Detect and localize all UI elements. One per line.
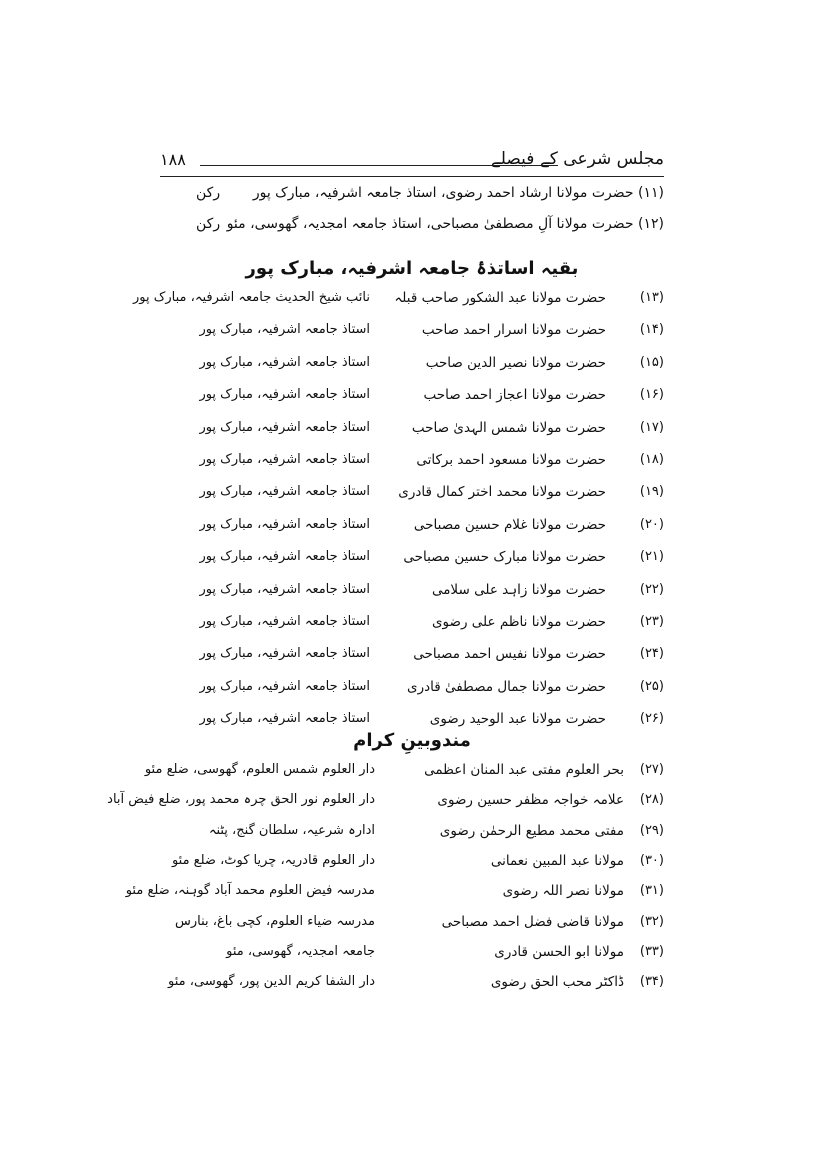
teacher-name: حضرت مولانا ناظم علی رضوی — [431, 614, 606, 630]
table-row — [107, 792, 664, 818]
table-row — [160, 322, 664, 348]
delegate-name: مولانا ابو الحسن قادری — [494, 943, 624, 960]
teacher-position: استاذ جامعہ اشرفیہ، مبارک پور — [199, 322, 370, 338]
delegate-name: مولانا قاضی فضل احمد مصباحی — [441, 913, 624, 930]
table-row — [133, 290, 664, 316]
row-number: (۱۶) — [639, 387, 664, 403]
row-number: (۱۸) — [639, 452, 664, 467]
teacher-name: حضرت مولانا مبارک حسین مصباحی — [403, 549, 606, 566]
delegate-institution: دار العلوم نور الحق چرہ محمد پور، ضلع فیض آباد — [107, 792, 375, 808]
table-row — [160, 914, 664, 940]
teacher-name: حضرت مولانا جمال مصطفیٰ قادری — [407, 678, 606, 695]
row-number: (۲۷) — [639, 762, 664, 777]
teacher-position: نائب شیخ الحدیث جامعہ اشرفیہ، مبارک پور — [133, 290, 370, 305]
teacher-name: حضرت مولانا نفیس احمد مصباحی — [413, 646, 606, 663]
table-row — [160, 823, 664, 849]
row-number: (۱۵) — [639, 354, 664, 370]
teacher-position: استاذ جامعہ اشرفیہ، مبارک پور — [199, 711, 370, 727]
table-row — [144, 762, 664, 788]
table-row — [160, 582, 664, 608]
row-number: (۲۶) — [639, 711, 664, 727]
section-title-teachers: بقیہ اساتذۂ جامعہ اشرفیہ، مبارک پور — [245, 258, 579, 279]
book-title: مجلس شرعی کے فیصلے — [490, 149, 664, 169]
teacher-name: حضرت مولانا عبد الوحید رضوی — [429, 711, 606, 728]
header-rule — [200, 165, 558, 166]
teacher-position: استاذ جامعہ اشرفیہ، مبارک پور — [199, 387, 370, 403]
teacher-name: حضرت مولانا عبد الشکور صاحب قبلہ — [394, 290, 606, 306]
table-row — [160, 614, 664, 640]
delegate-name: بحر العلوم مفتی عبد المنان اعظمی — [424, 762, 624, 778]
teacher-position: استاذ جامعہ اشرفیہ، مبارک پور — [199, 354, 370, 370]
header-underline — [160, 176, 664, 177]
row-number: (۲۹) — [639, 822, 664, 838]
row-number: (۲۵) — [639, 678, 664, 694]
delegate-institution: مدرسہ فیض العلوم محمد آباد گوہنہ، ضلع مئو — [125, 883, 375, 899]
row-number: (۲۰) — [639, 516, 664, 532]
table-row — [160, 387, 664, 413]
teacher-name: حضرت مولانا زاہد علی سلامی — [431, 581, 606, 598]
row-number: (۱۷) — [639, 419, 664, 435]
delegate-institution: ادارہ شرعیہ، سلطان گنج، پٹنہ — [208, 822, 375, 838]
page-number: ۱۸۸ — [160, 150, 186, 169]
delegate-name: ڈاکٹر محب الحق رضوی — [490, 974, 624, 991]
table-row — [160, 420, 664, 446]
table-row — [125, 883, 664, 909]
delegate-institution: دار العلوم قادریہ، چریا کوٹ، ضلع مئو — [171, 852, 375, 868]
entry-text: (۱۲) حضرت مولانا آلِ مصطفیٰ مصباحی، استاذ جامعہ امجدیہ، گھوسی، مئو — [226, 216, 664, 232]
row-number: (۲۸) — [639, 792, 664, 808]
teacher-position: استاذ جامعہ اشرفیہ، مبارک پور — [199, 516, 370, 532]
teacher-position: استاذ جامعہ اشرفیہ، مبارک پور — [199, 614, 370, 629]
entry-role: رکن — [196, 216, 221, 232]
running-header — [160, 148, 664, 172]
teacher-position: استاذ جامعہ اشرفیہ، مبارک پور — [199, 419, 370, 435]
table-row — [160, 549, 664, 575]
row-number: (۳۱) — [639, 883, 664, 899]
entry-text: (۱۱) حضرت مولانا ارشاد احمد رضوی، استاذ جامعہ اشرفیہ، مبارک پور — [252, 185, 664, 201]
teacher-name: حضرت مولانا مسعود احمد برکاتی — [416, 452, 606, 468]
table-row — [160, 679, 664, 705]
delegate-institution: مدرسہ ضیاء العلوم، کچی باغ، بنارس — [175, 913, 375, 929]
row-number: (۳۳) — [639, 943, 664, 959]
teacher-name: حضرت مولانا شمس الہدیٰ صاحب — [411, 419, 606, 436]
row-number: (۱۴) — [639, 322, 664, 338]
teacher-name: حضرت مولانا نصیر الدین صاحب — [425, 354, 606, 371]
teacher-name: حضرت مولانا اسرار احمد صاحب — [421, 322, 606, 339]
table-row — [160, 944, 664, 970]
table-row — [160, 517, 664, 543]
section-title-delegates: مندوبینِ کرام — [353, 730, 471, 751]
table-row — [160, 355, 664, 381]
table-row — [160, 974, 664, 1000]
row-number: (۱۹) — [639, 484, 664, 500]
list-item — [160, 216, 664, 242]
row-number: (۱۳) — [639, 290, 664, 305]
delegate-institution: دار العلوم شمس العلوم، گھوسی، ضلع مئو — [144, 762, 375, 777]
delegate-name: مولانا عبد المبین نعمانی — [490, 852, 624, 869]
row-number: (۲۲) — [639, 581, 664, 597]
list-item — [160, 185, 664, 211]
delegate-name: مفتی محمد مطیع الرحمٰن رضوی — [439, 822, 624, 839]
row-number: (۲۳) — [639, 614, 664, 629]
teacher-position: استاذ جامعہ اشرفیہ، مبارک پور — [199, 549, 370, 565]
delegate-institution: دار الشفا کریم الدین پور، گھوسی، مئو — [168, 974, 375, 990]
table-row — [160, 484, 664, 510]
row-number: (۲۱) — [639, 549, 664, 565]
teacher-name: حضرت مولانا غلام حسین مصباحی — [413, 516, 606, 533]
teacher-name: حضرت مولانا اعجاز احمد صاحب — [423, 387, 606, 404]
teacher-position: استاذ جامعہ اشرفیہ، مبارک پور — [199, 452, 370, 467]
row-number: (۳۴) — [639, 974, 664, 990]
table-row — [160, 452, 664, 478]
delegate-name: علامہ خواجہ مظفر حسین رضوی — [437, 792, 624, 809]
teacher-position: استاذ جامعہ اشرفیہ، مبارک پور — [199, 484, 370, 500]
teacher-name: حضرت مولانا محمد اختر کمال قادری — [398, 484, 606, 501]
table-row — [160, 853, 664, 879]
teacher-position: استاذ جامعہ اشرفیہ، مبارک پور — [199, 678, 370, 694]
delegate-name: مولانا نصر اللہ رضوی — [502, 883, 624, 900]
entry-role: رکن — [196, 185, 221, 201]
row-number: (۳۲) — [639, 913, 664, 929]
teacher-position: استاذ جامعہ اشرفیہ، مبارک پور — [199, 646, 370, 662]
teacher-position: استاذ جامعہ اشرفیہ، مبارک پور — [199, 581, 370, 597]
row-number: (۳۰) — [639, 852, 664, 868]
delegate-institution: جامعہ امجدیہ، گھوسی، مئو — [226, 943, 375, 959]
row-number: (۲۴) — [639, 646, 664, 662]
table-row — [160, 646, 664, 672]
